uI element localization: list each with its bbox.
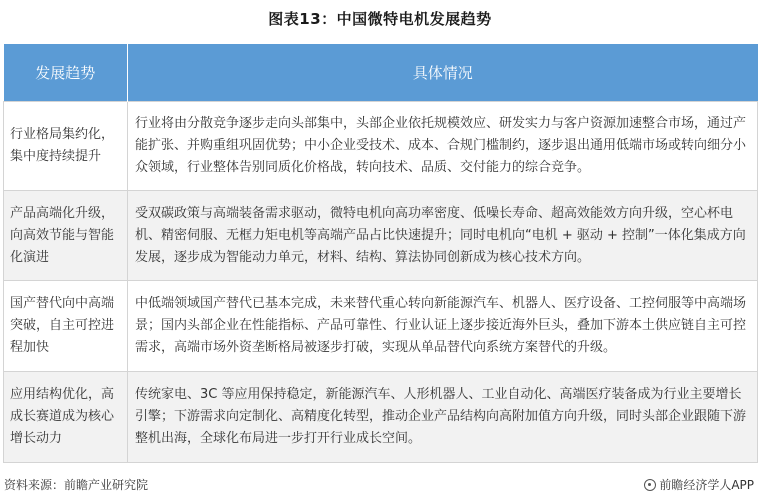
source-note: 资料来源：前瞻产业研究院 <box>4 478 149 492</box>
table-row <box>4 102 758 191</box>
header-trend: 发展趋势 <box>4 44 128 102</box>
footer <box>0 476 760 496</box>
table-header-row <box>4 44 758 102</box>
trend-cell: 行业格局集约化，集中度持续提升 <box>4 102 128 191</box>
chart-title: 图表13：中国微特电机发展趋势 <box>268 10 492 28</box>
trend-cell: 产品高端化升级，向高效节能与智能化演进 <box>4 191 128 281</box>
detail-cell: 行业将由分散竞争逐步走向头部集中，头部企业依托规模效应、研发实力与客户资源加速整合市场，通过产能扩张、并购重组巩固优势；中小企业受技术、成本、合规门槛制约，逐步退出通用低端市场或转向细分小众领域，行业整体告别同质化价格战，转向技术、品质、交付能力的综合竞争。 <box>128 102 758 191</box>
brand-label: 前瞻经济学人APP <box>659 478 754 492</box>
detail-cell: 中低端领域国产替代已基本完成，未来替代重心转向新能源汽车、机器人、医疗设备、工控伺服等中高端场景；国内头部企业在性能指标、产品可靠性、行业认证上逐步接近海外巨头，叠加下游本土供应链自主可控需求，高端市场外资垄断格局被逐步打破，实现从单品替代向系统方案替代的升级。 <box>128 281 758 372</box>
qianzhan-logo-icon <box>644 479 656 491</box>
trend-cell: 国产替代向中高端突破，自主可控进程加快 <box>4 281 128 372</box>
header-detail: 具体情况 <box>128 44 758 102</box>
table-row <box>4 281 758 372</box>
detail-cell: 传统家电、3C 等应用保持稳定，新能源汽车、人形机器人、工业自动化、高端医疗装备成为行业主要增长引擎；下游需求向定制化、高精度化转型，推动企业产品结构向高附加值方向升级，同时头部企业跟随下游整机出海，全球化布局进一步打开行业成长空间。 <box>128 372 758 463</box>
brand <box>644 476 754 493</box>
trend-cell: 应用结构优化，高成长赛道成为核心增长动力 <box>4 372 128 463</box>
table-row <box>4 372 758 463</box>
detail-cell: 受双碳政策与高端装备需求驱动，微特电机向高功率密度、低噪长寿命、超高效能效方向升级，空心杯电机、精密伺服、无框力矩电机等高端产品占比快速提升；同时电机向“电机 + 驱动 + 控制”一体化集成方向发展，逐步成为智能动力单元，材料、结构、算法协同创新成为核心技术方向。 <box>128 191 758 281</box>
table-row <box>4 191 758 281</box>
trend-table <box>3 44 758 463</box>
